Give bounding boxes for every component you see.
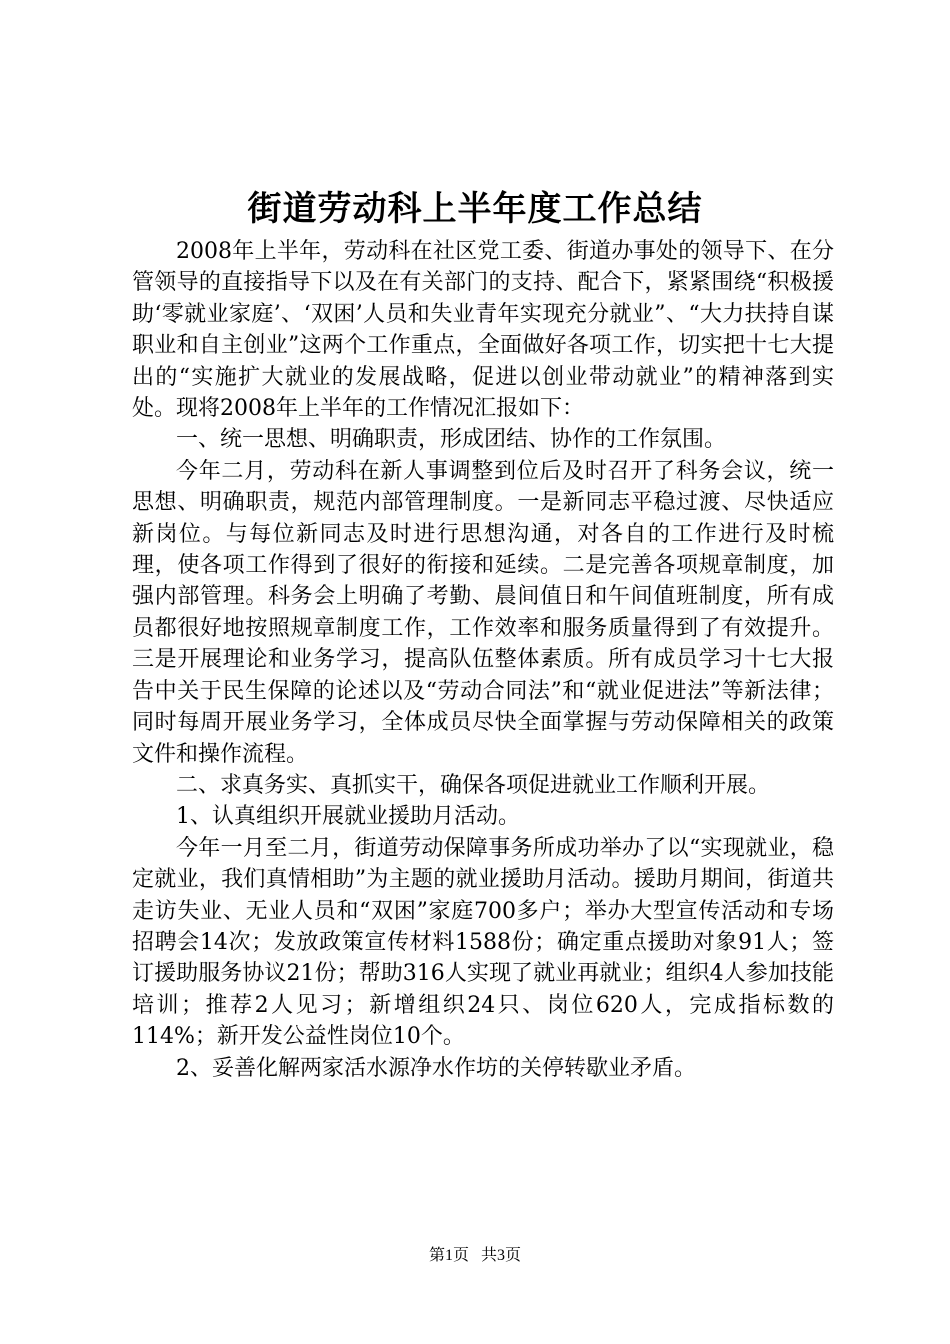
subheading-item-2: 2、妥善化解两家活水源净水作坊的关停转歇业矛盾。 [176, 1055, 696, 1081]
page-number: 第1页 [428, 1247, 469, 1264]
heading-section-2: 二、求真务实、真抓实干，确保各项促进就业工作顺利开展。 [176, 772, 771, 798]
page-total: 共3页 [481, 1247, 522, 1264]
subheading-item-1: 1、认真组织开展就业援助月活动。 [176, 804, 520, 830]
paragraph-item-1: 今年一月至二月，街道劳动保障事务所成功举办了以“实现就业，稳定就业，我们真情相助”为主题的就业援助月活动。援助月期间，街道共走访失业、无业人员和“双困”家庭700多户；举办大型宣传活动和专场招聘会14次；发放政策宣传材料1588份；确定重点援助对象91人；签订援助服务协议21份；帮助316人实现了就业再就业；组织4人参加技能培训；推荐2人见习；新增组织24只、岗位620人，完成指标数的114%；新开发公益性岗位10个。 [132, 835, 834, 1050]
document-body [132, 236, 834, 1084]
document-title: 街道劳动科上半年度工作总结 [247, 189, 703, 229]
page-footer [0, 1245, 950, 1267]
paragraph-intro: 2008年上半年，劳动科在社区党工委、街道办事处的领导下、在分管领导的直接指导下以及在有关部门的支持、配合下，紧紧围绕“积极援助‘零就业家庭’、‘双困’人员和失业青年实现充分就业”、“大力扶持自谋职业和自主创业”这两个工作重点，全面做好各项工作，切实把十七大提出的“实施扩大就业的发展战略，促进以创业带动就业”的精神落到实处。现将2008年上半年的工作情况汇报如下： [132, 239, 834, 422]
heading-section-1: 一、统一思想、明确职责，形成团结、协作的工作氛围。 [176, 427, 727, 453]
paragraph-section-1: 今年二月，劳动科在新人事调整到位后及时召开了科务会议，统一思想、明确职责，规范内部管理制度。一是新同志平稳过渡、尽快适应新岗位。与每位新同志及时进行思想沟通，对各自的工作进行及时梳理，使各项工作得到了很好的衔接和延续。二是完善各项规章制度，加强内部管理。科务会上明确了考勤、晨间值日和午间值班制度，所有成员都很好地按照规章制度工作，工作效率和服务质量得到了有效提升。三是开展理论和业务学习，提高队伍整体素质。所有成员学习十七大报告中关于民生保障的论述以及“劳动合同法”和“就业促进法”等新法律；同时每周开展业务学习，全体成员尽快全面掌握与劳动保障相关的政策文件和操作流程。 [132, 458, 834, 767]
